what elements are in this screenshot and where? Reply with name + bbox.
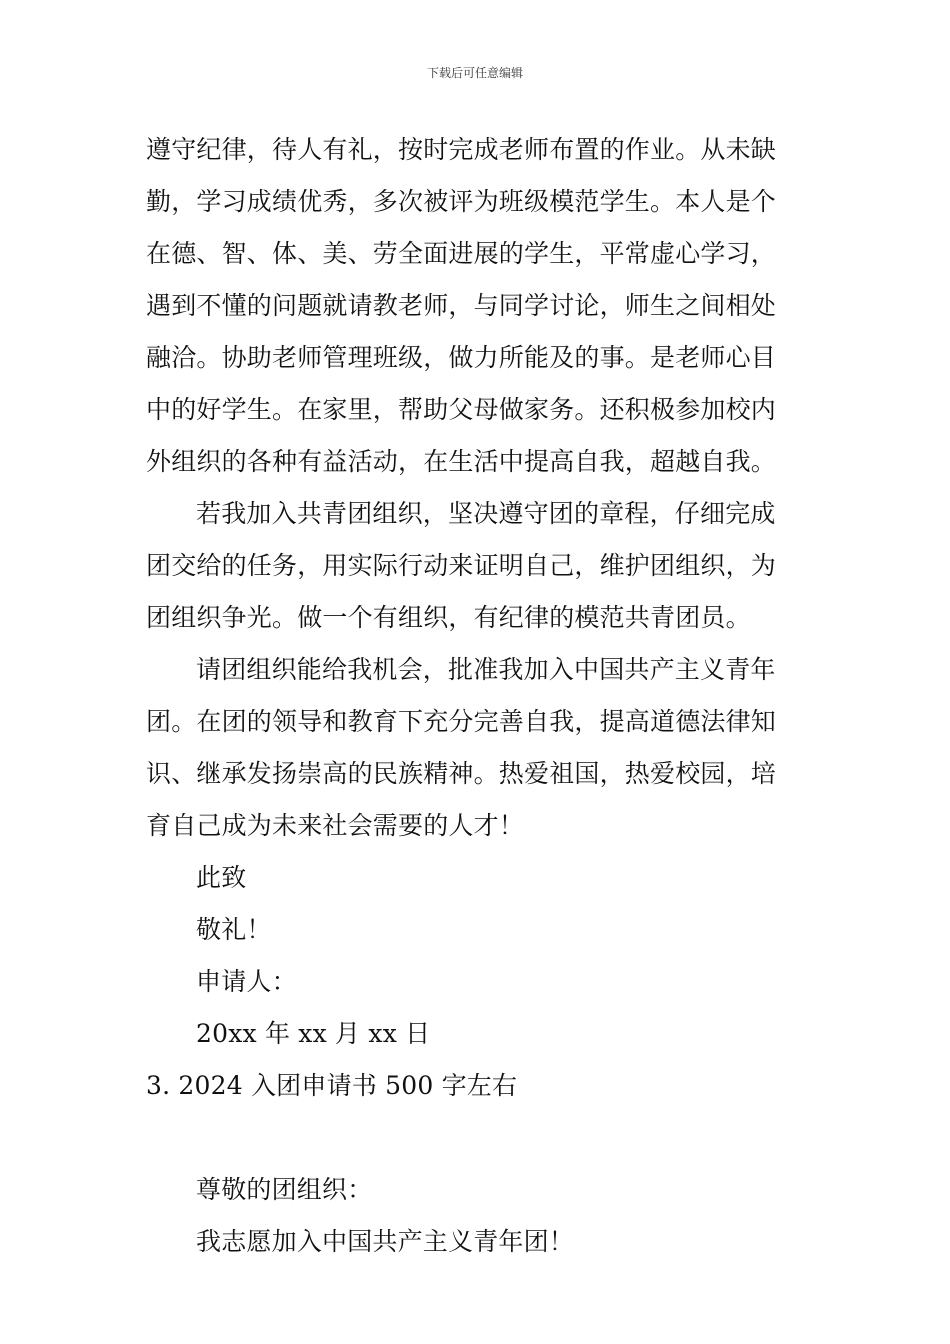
- text-line: 团。在团的领导和教育下充分完善自我，提高道德法律知: [146, 707, 777, 736]
- text-line: 外组织的各种有益活动，在生活中提高自我，超越自我。: [146, 447, 777, 476]
- paragraph-2: [146, 488, 806, 644]
- document-body: [146, 124, 806, 1268]
- text-line: 团交给的任务，用实际行动来证明自己，维护团组织，为: [146, 551, 777, 580]
- text-line: 中的好学生。在家里，帮助父母做家务。还积极参加校内: [146, 395, 777, 424]
- text-line: 在德、智、体、美、劳全面进展的学生，平常虚心学习，: [146, 239, 777, 268]
- text-line: 勤，学习成绩优秀，多次被评为班级模范学生。本人是个: [146, 187, 777, 216]
- blank-spacer: [146, 1112, 806, 1164]
- applicant-label: 申请人：: [196, 967, 297, 996]
- text-line: 识、继承发扬崇高的民族精神。热爱祖国，热爱校园，培: [146, 759, 777, 788]
- letter-first-line: 我志愿加入中国共产主义青年团！: [196, 1227, 575, 1256]
- text-line: 育自己成为未来社会需要的人才！: [146, 811, 525, 840]
- next-letter: [146, 1164, 806, 1268]
- paragraph-1: [146, 124, 806, 488]
- text-line: 请团组织能给我机会，批准我加入中国共产主义青年: [196, 655, 776, 684]
- date-line: 20xx 年 xx 月 xx 日: [196, 1019, 431, 1048]
- text-line: 融洽。协助老师管理班级，做力所能及的事。是老师心目: [146, 343, 777, 372]
- page-header: 下载后可任意编辑: [426, 66, 523, 80]
- text-line: 遵守纪律，待人有礼，按时完成老师布置的作业。从未缺: [146, 135, 777, 164]
- salutation-line: 此致: [196, 863, 247, 892]
- text-line: 若我加入共青团组织，坚决遵守团的章程，仔细完成: [196, 499, 776, 528]
- section-title: 3. 2024 入团申请书 500 字左右: [146, 1071, 518, 1100]
- letter-greeting: 尊敬的团组织：: [196, 1175, 373, 1204]
- text-line: 遇到不懂的问题就请教老师，与同学讨论，师生之间相处: [146, 291, 777, 320]
- text-line: 团组织争光。做一个有组织，有纪律的模范共青团员。: [146, 603, 751, 632]
- salutation-line: 敬礼！: [196, 915, 272, 944]
- paragraph-3: [146, 644, 806, 852]
- closing-block: [146, 852, 806, 1060]
